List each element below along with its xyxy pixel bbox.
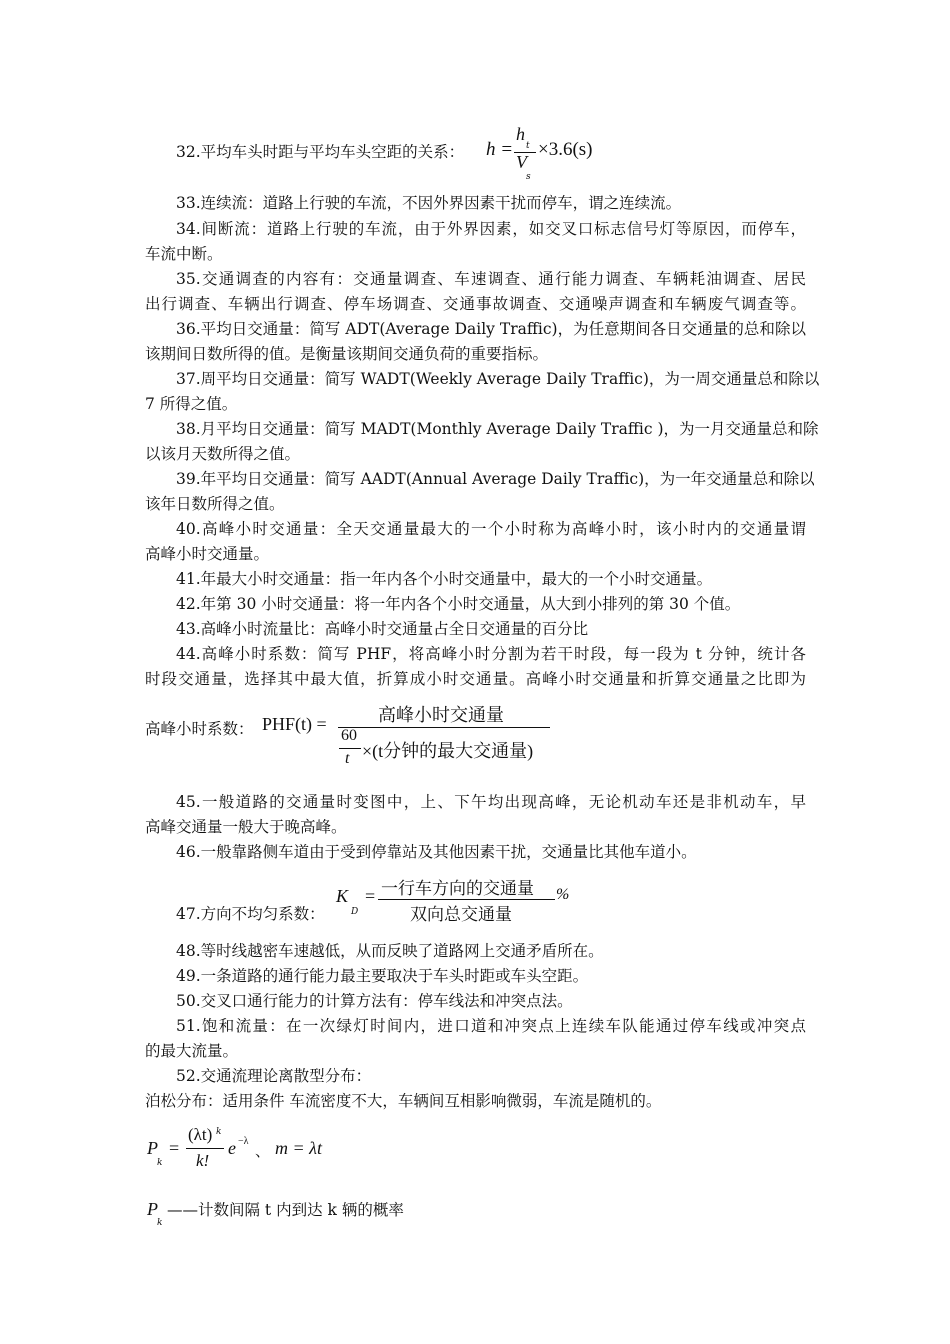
f44-den-bar xyxy=(339,748,361,749)
f52-m: m = λt xyxy=(275,1138,322,1158)
f32-rhs: ×3.6(s) xyxy=(538,139,593,160)
item-48: 48.等时线越密车速越低，从而反映了道路网上交通矛盾所在。 xyxy=(176,942,604,960)
f32-lhs: h = xyxy=(486,139,514,160)
f47-den: 双向总交通量 xyxy=(410,905,512,924)
f47-lhs: K xyxy=(336,886,349,906)
item-47: 47.方向不均匀系数： xyxy=(176,905,325,923)
item-35-line1: 35.交通调查的内容有：交通量调查、车速调查、通行能力调查、车辆耗油调查、居民 xyxy=(176,270,806,288)
item-39-line1: 39.年平均日交通量：简写 AADT(Annual Average Daily Traffic)，为一年交通量总和除以 xyxy=(176,470,815,488)
f52-exp: e xyxy=(228,1138,236,1158)
item-50: 50.交叉口通行能力的计算方法有：停车线法和冲突点法。 xyxy=(176,992,573,1010)
item-37-line2: 7 所得之值。 xyxy=(145,395,238,413)
f44-den-frac-den: t xyxy=(345,750,350,767)
f32-num: h xyxy=(516,124,525,144)
item-44-line1: 44.高峰小时系数：简写 PHF，将高峰小时分割为若干时段，每一段为 t 分钟，统计各 xyxy=(176,645,806,663)
item-41: 41.年最大小时交通量：指一年内各个小时交通量中，最大的一个小时交通量。 xyxy=(176,570,713,588)
f44-main-bar xyxy=(338,727,550,728)
item-34-line1: 34.间断流：道路上行驶的车流，由于外界因素，如交叉口标志信号灯等原因，而停车， xyxy=(176,220,806,238)
f52-num-sup: k xyxy=(216,1127,222,1137)
item-45-line1: 45.一般道路的交通量时变图中，上、下午均出现高峰，无论机动车还是非机动车，早 xyxy=(176,793,806,811)
item-49: 49.一条道路的通行能力最主要取决于车头时距或车头空距。 xyxy=(176,967,589,985)
f44-lhs: PHF(t) = xyxy=(262,714,327,734)
f32-num-sub: t xyxy=(526,141,530,151)
f47-rhs: % xyxy=(556,886,570,903)
item-45-line2: 高峰交通量一般大于晚高峰。 xyxy=(145,818,347,836)
pk-desc: ——计数间隔 t 内到达 k 辆的概率 xyxy=(167,1201,404,1219)
item-44-line2: 时段交通量，选择其中最大值，折算成小时交通量。高峰小时交通量和折算交通量之比即为 xyxy=(145,670,806,688)
item-51-line1: 51.饱和流量：在一次绿灯时间内，进口道和冲突点上连续车队能通过停车线或冲突点 xyxy=(176,1017,806,1035)
f47-num: 一行车方向的交通量 xyxy=(381,879,534,898)
f32-den-sub: s xyxy=(526,172,531,182)
pk-sub: k xyxy=(157,1218,163,1228)
f52-num: (λt) xyxy=(188,1125,213,1144)
item-51-line2: 的最大流量。 xyxy=(145,1042,239,1060)
f47-eq: = xyxy=(365,886,376,906)
item-36-line2: 该期间日数所得的值。是衡量该期间交通负荷的重要指标。 xyxy=(145,345,549,363)
item-38-line1: 38.月平均日交通量：简写 MADT(Monthly Average Daily Traffic )，为一月交通量总和除 xyxy=(176,420,819,438)
f52-bar xyxy=(186,1148,224,1149)
item-37-line1: 37.周平均日交通量：简写 WADT(Weekly Average Daily Traffic)，为一周交通量总和除以 xyxy=(176,370,820,388)
item-36-line1: 36.平均日交通量：简写 ADT(Average Daily Traffic)，为任意期间各日交通量的总和除以 xyxy=(176,320,806,338)
f44-den-frac-num: 60 xyxy=(341,727,357,744)
item-42: 42.年第 30 小时交通量：将一年内各个小时交通量，从大到小排列的第 30 个值。 xyxy=(176,595,741,613)
f52-den: k! xyxy=(196,1151,210,1170)
f52-lhs: P xyxy=(147,1138,158,1158)
item-40-line2: 高峰小时交通量。 xyxy=(145,545,270,563)
f44-num: 高峰小时交通量 xyxy=(378,705,504,725)
item-35-line2: 出行调查、车辆出行调查、停车场调查、交通事故调查、交通噪声调查和车辆废气调查等。 xyxy=(145,295,806,313)
f52-eq: = xyxy=(169,1138,180,1158)
item-38-line2: 以该月天数所得之值。 xyxy=(145,445,301,463)
f32-den: V xyxy=(516,152,527,172)
item-52: 52.交通流理论离散型分布： xyxy=(176,1067,372,1085)
item-40-line1: 40.高峰小时交通量：全天交通量最大的一个小时称为高峰小时，该小时内的交通量谓 xyxy=(176,520,806,538)
item-33: 33.连续流：道路上行驶的车流，不因外界因素干扰而停车，谓之连续流。 xyxy=(176,194,682,212)
item-39-line2: 该年日数所得之值。 xyxy=(145,495,285,513)
f52-sep: 、 xyxy=(255,1144,271,1160)
item-34-line2: 车流中断。 xyxy=(145,245,223,263)
f47-lhs-sub: D xyxy=(351,907,359,917)
f44-den-rest: ×(t分钟的最大交通量) xyxy=(362,741,534,761)
item-32: 32.平均车头时距与平均车头空距的关系： xyxy=(176,143,465,161)
poisson-condition: 泊松分布：适用条件 车流密度不大，车辆间互相影响微弱，车流是随机的。 xyxy=(145,1092,662,1110)
pk-sym: P xyxy=(147,1199,158,1219)
f52-lhs-sub: k xyxy=(157,1158,163,1168)
f52-exp-sup: −λ xyxy=(238,1136,249,1147)
item-43: 43.高峰小时流量比：高峰小时交通量占全日交通量的百分比 xyxy=(176,620,589,638)
item-44-line3: 高峰小时系数： xyxy=(145,720,254,738)
item-46: 46.一般靠路侧车道由于受到停靠站及其他因素干扰，交通量比其他车道小。 xyxy=(176,843,697,861)
